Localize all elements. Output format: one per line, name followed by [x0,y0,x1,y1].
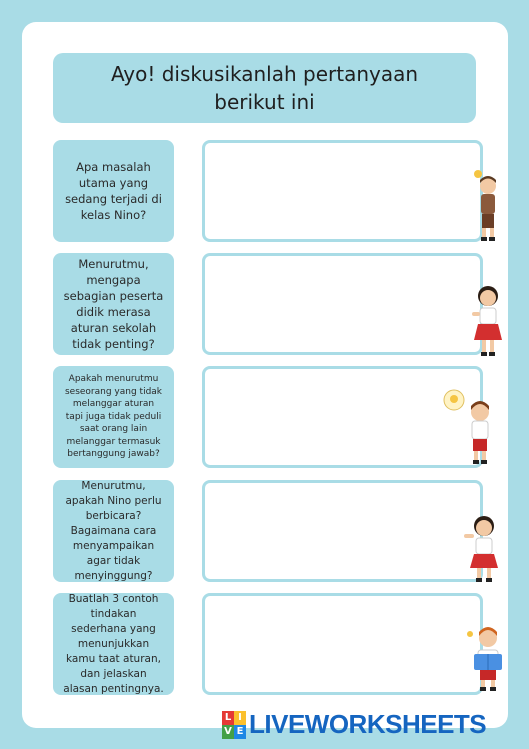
live-badge-letter: V [222,725,234,739]
live-badge-icon [222,711,246,739]
question-box-3 [53,366,174,468]
answer-input-4[interactable] [205,483,480,579]
question-box-5 [53,593,174,695]
live-badge-letter: I [234,711,246,725]
girl-student-waving-icon [462,512,504,584]
girl-student-icon [468,282,508,358]
answer-input-2[interactable] [205,256,480,352]
question-text-5: Buatlah 3 contoh tindakan sederhana yang menunjukkan kamu taat aturan, dan jelaskan alasan pentingnya. [63,592,164,695]
brand-name: LIVEWORKSHEETS [249,709,487,739]
question-text-1: Apa masalah utama yang sedang terjadi di kelas Nino? [65,160,162,222]
boy-reading-icon [464,624,508,694]
question-text-2: Menurutmu, mengapa sebagian peserta didik merasa aturan sekolah tidak penting? [63,257,164,351]
title-banner [53,53,476,123]
boy-with-idea-icon [470,168,506,242]
answer-input-3[interactable] [205,369,480,465]
answer-box-2[interactable] [202,253,483,355]
question-box-2 [53,253,174,355]
page-title: Ayo! diskusikanlah pertanyaan berikut ini [110,62,419,114]
live-badge-letter: L [222,711,234,725]
question-box-4 [53,480,174,582]
question-text-4: Menurutmu, apakah Nino perlu berbicara? Bagaimana cara menyampaikan agar tidak menyinggung? [65,479,162,582]
question-text-3: Apakah menurutmu seseorang yang tidak melanggar aturan tapi juga tidak peduli saat orang lain melanggar termasuk bertanggung jawab? [64,374,163,460]
answer-box-1[interactable] [202,140,483,242]
liveworksheets-logo[interactable] [222,709,486,740]
answer-box-4[interactable] [202,480,483,582]
boy-thinking-icon [442,388,498,466]
answer-box-3[interactable] [202,366,483,468]
answer-input-5[interactable] [205,596,480,692]
answer-box-5[interactable] [202,593,483,695]
live-badge-letter: E [234,725,246,739]
question-box-1 [53,140,174,242]
answer-input-1[interactable] [205,143,480,239]
